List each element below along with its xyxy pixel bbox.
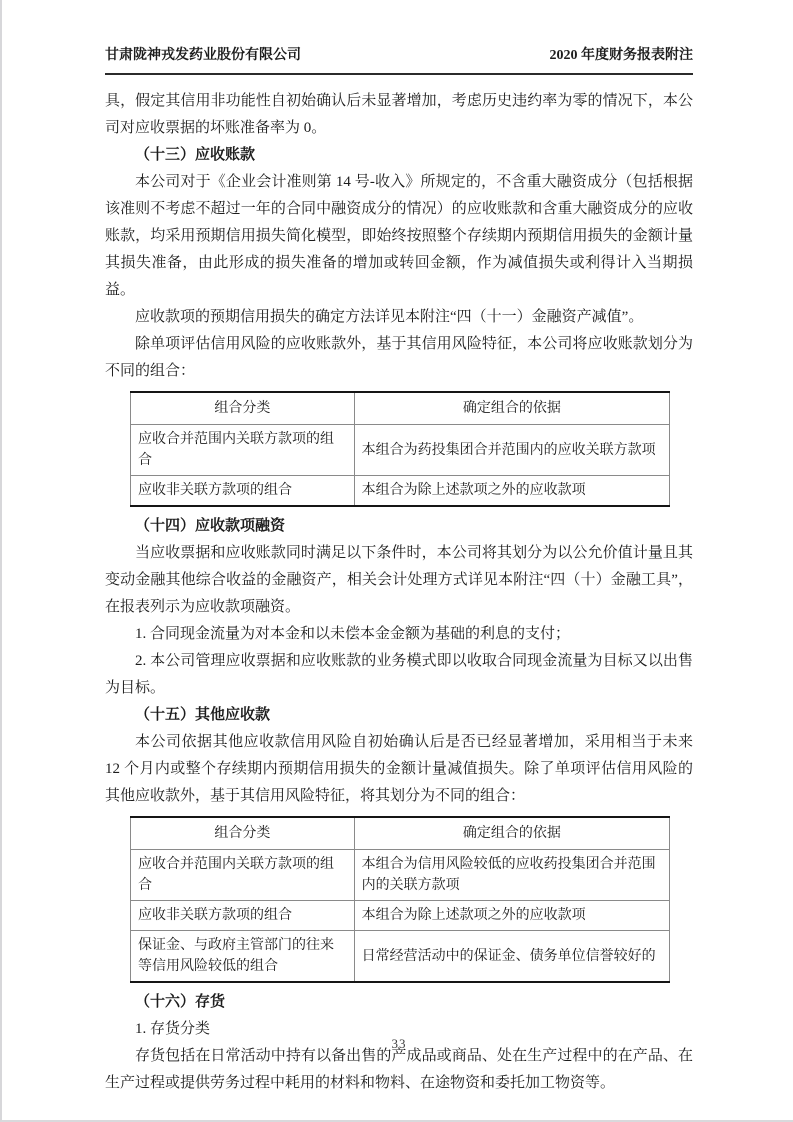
section-heading-15: （十五）其他应收款 (135, 707, 271, 723)
table-cell: 保证金、与政府主管部门的往来等信用风险较低的组合 (131, 931, 355, 983)
table-cell: 本组合为除上述款项之外的应收款项 (354, 476, 669, 507)
table-cell: 应收合并范围内关联方款项的组合 (131, 850, 355, 901)
table-row (131, 425, 670, 476)
report-title: 2020 年度财务报表附注 (549, 48, 693, 63)
table-cell: 本组合为药投集团合并范围内的应收关联方款项 (354, 425, 669, 476)
table-header-row (131, 392, 670, 425)
table-header-cell: 确定组合的依据 (354, 817, 669, 850)
section-heading-13: （十三）应收账款 (135, 147, 256, 163)
numbered-item: 2. 本公司管理应收票据和应收账款的业务模式即以收取合同现金流量为目标又以出售为目标。 (105, 653, 693, 696)
receivables-portfolio-table (130, 391, 670, 507)
content-area (105, 44, 693, 1097)
table-cell: 本组合为除上述款项之外的应收款项 (354, 901, 669, 931)
document-body (105, 88, 693, 1097)
body-paragraph: 当应收票据和应收账款同时满足以下条件时，本公司将其划分为以公允价值计量且其变动金融其他综合收益的金融资产，相关会计处理方式详见本附注“四（十）金融工具”，在报表列示为应收款项融资。 (105, 545, 693, 615)
inventory-subheading: 1. 存货分类 (135, 1021, 211, 1037)
table-cell: 日常经营活动中的保证金、债务单位信誉较好的 (354, 931, 669, 983)
table-cell: 应收非关联方款项的组合 (131, 476, 355, 507)
other-receivables-portfolio-table (130, 816, 670, 983)
table-row (131, 901, 670, 931)
table-cell: 应收非关联方款项的组合 (131, 901, 355, 931)
table-cell: 应收合并范围内关联方款项的组合 (131, 425, 355, 476)
section-heading-16: （十六）存货 (135, 994, 226, 1010)
page-number: 33 (391, 1036, 407, 1051)
carryover-paragraph: 具，假定其信用非功能性自初始确认后未显著增加，考虑历史违约率为零的情况下，本公司对应收票据的坏账准备率为 0。 (105, 93, 693, 136)
section-heading-14: （十四）应收款项融资 (135, 518, 286, 534)
body-paragraph: 本公司对于《企业会计准则第 14 号-收入》所规定的，不含重大融资成分（包括根据该准则不考虑不超过一年的合同中融资成分的情况）的应收账款和含重大融资成分的应收账款，均采用预期信用损失简化模型，即始终按照整个存续期内预期信用损失的金额计量其损失准备，由此形成的损失准备的增加或转回金额，作为减值损失或利得计入当期损益。 (105, 174, 693, 298)
body-paragraph: 本公司依据其他应收款信用风险自初始确认后是否已经显著增加，采用相当于未来 12 个月内或整个存续期内预期信用损失的金额计量减值损失。除了单项评估信用风险的其他应收款外，基于其信用风险特征，将其划分为不同的组合： (105, 734, 693, 804)
table-cell: 本组合为信用风险较低的应收药投集团合并范围内的关联方款项 (354, 850, 669, 901)
table-row (131, 476, 670, 507)
table-row (131, 931, 670, 983)
body-paragraph: 存货包括在日常活动中持有以备出售的产成品或商品、处在生产过程中的在产品、在生产过程或提供劳务过程中耗用的材料和物料、在途物资和委托加工物资等。 (105, 1048, 693, 1091)
company-name: 甘肃陇神戎发药业股份有限公司 (105, 48, 301, 63)
table-header-cell: 组合分类 (131, 817, 355, 850)
body-paragraph: 应收款项的预期信用损失的确定方法详见本附注“四（十一）金融资产减值”。 (135, 309, 644, 325)
table-header-row (131, 817, 670, 850)
body-paragraph: 除单项评估信用风险的应收账款外，基于其信用风险特征，本公司将应收账款划分为不同的组合： (105, 336, 693, 379)
numbered-item: 1. 合同现金流量为对本金和以未偿本金金额为基础的利息的支付； (135, 626, 571, 642)
table-header-cell: 确定组合的依据 (354, 392, 669, 425)
table-header-cell: 组合分类 (131, 392, 355, 425)
page-header (105, 44, 693, 75)
table-row (131, 850, 670, 901)
